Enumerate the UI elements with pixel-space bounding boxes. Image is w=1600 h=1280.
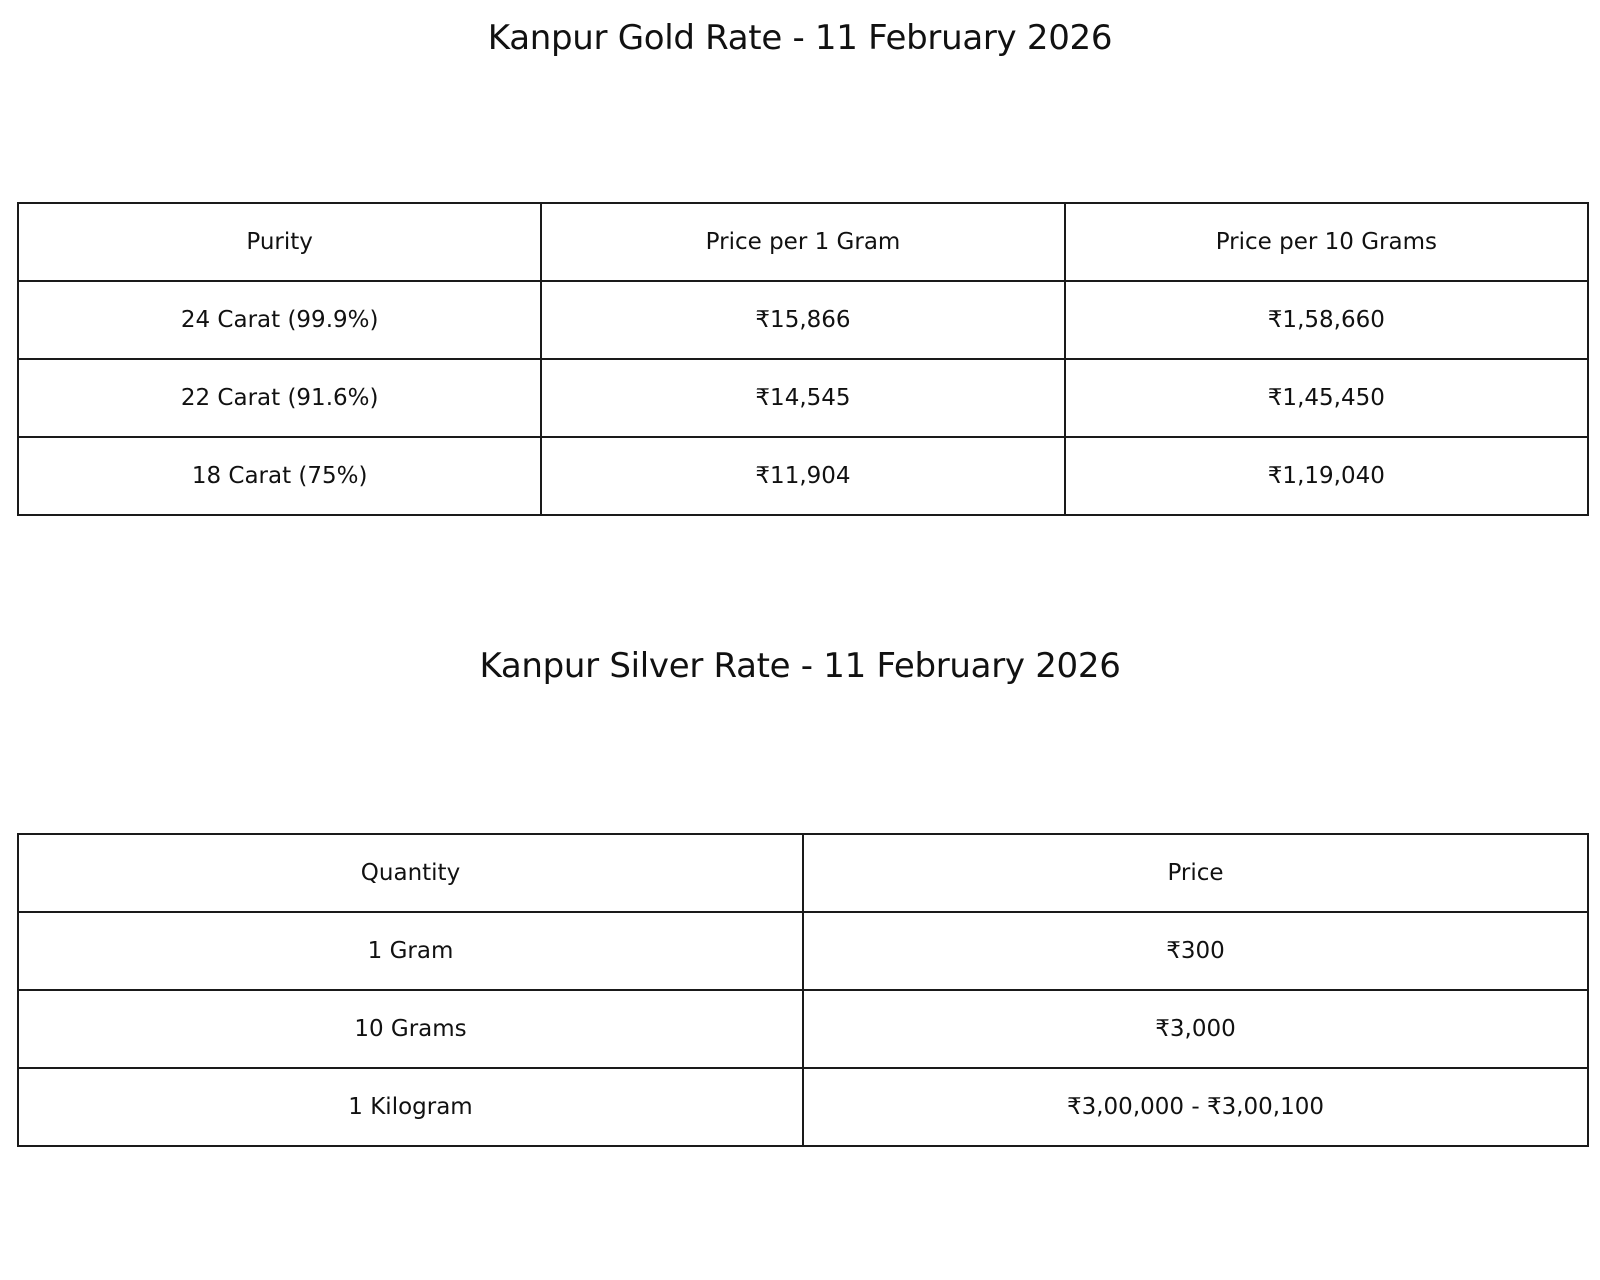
header-price-per-10-grams: Price per 10 Grams [1065, 203, 1588, 281]
price-10-grams-cell: ₹1,19,040 [1065, 437, 1588, 515]
purity-cell: 24 Carat (99.9%) [18, 281, 541, 359]
silver-rate-table [17, 833, 1589, 1147]
header-price-per-1-gram: Price per 1 Gram [541, 203, 1064, 281]
price-cell: ₹300 [803, 912, 1588, 990]
table-row [18, 281, 1588, 359]
table-row [18, 437, 1588, 515]
header-quantity: Quantity [18, 834, 803, 912]
header-purity: Purity [18, 203, 541, 281]
silver-rate-title: Kanpur Silver Rate - 11 February 2026 [479, 646, 1121, 686]
price-10-grams-cell: ₹1,58,660 [1065, 281, 1588, 359]
table-header-row [18, 834, 1588, 912]
purity-cell: 18 Carat (75%) [18, 437, 541, 515]
purity-cell: 22 Carat (91.6%) [18, 359, 541, 437]
price-cell: ₹3,000 [803, 990, 1588, 1068]
quantity-cell: 10 Grams [18, 990, 803, 1068]
quantity-cell: 1 Gram [18, 912, 803, 990]
table-row [18, 990, 1588, 1068]
price-1-gram-cell: ₹11,904 [541, 437, 1064, 515]
price-1-gram-cell: ₹14,545 [541, 359, 1064, 437]
table-header-row [18, 203, 1588, 281]
gold-rate-title: Kanpur Gold Rate - 11 February 2026 [487, 18, 1113, 58]
quantity-cell: 1 Kilogram [18, 1068, 803, 1146]
table-row [18, 1068, 1588, 1146]
header-price: Price [803, 834, 1588, 912]
price-1-gram-cell: ₹15,866 [541, 281, 1064, 359]
gold-rate-table [17, 202, 1589, 516]
table-row [18, 359, 1588, 437]
price-10-grams-cell: ₹1,45,450 [1065, 359, 1588, 437]
price-cell: ₹3,00,000 - ₹3,00,100 [803, 1068, 1588, 1146]
table-row [18, 912, 1588, 990]
